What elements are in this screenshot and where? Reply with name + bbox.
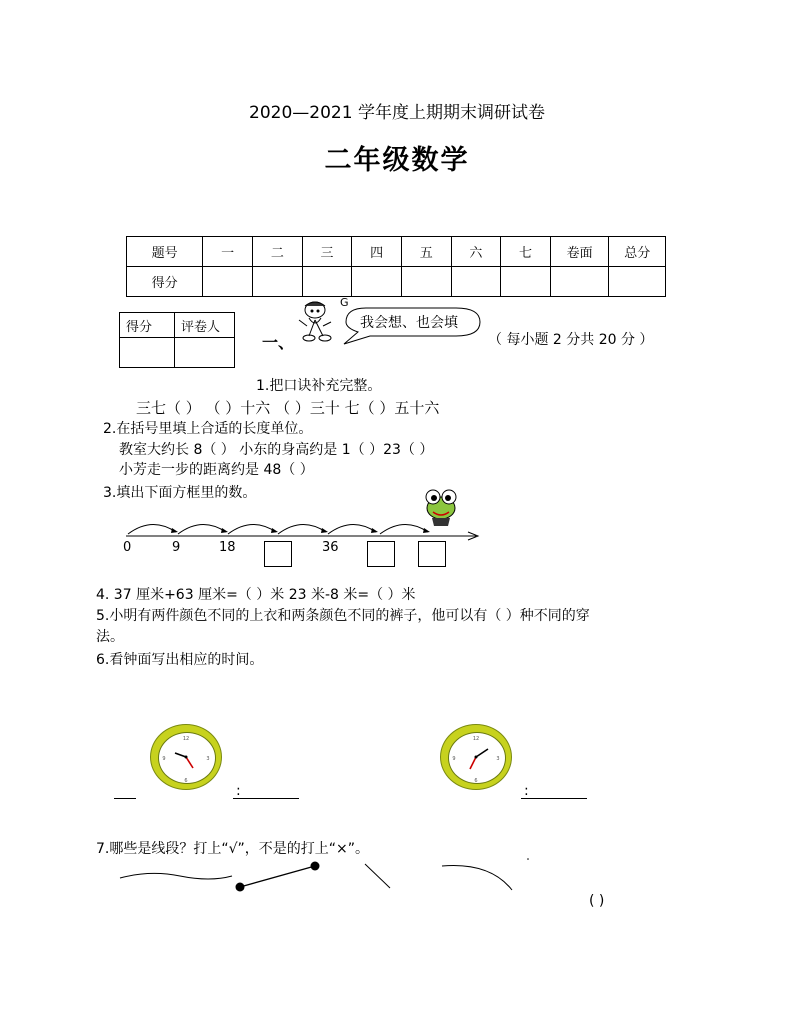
q4-line: 4. 37 厘米+63 厘米=（ ）米 23 米-8 米=（ ）米: [96, 587, 416, 603]
score-input-cell[interactable]: [609, 267, 666, 297]
time-answer-line[interactable]: [233, 798, 299, 799]
score-input-cell[interactable]: [401, 267, 451, 297]
score-table-cell: 一: [203, 237, 253, 267]
q2-line1: 教室大约长 8（ ） 小东的身高约是 1（ ）23（ ）: [119, 442, 434, 458]
score-input-cell[interactable]: [501, 267, 551, 297]
svg-text:3: 3: [496, 756, 500, 762]
grader-table: [119, 312, 235, 368]
score-table-cell: 总分: [609, 237, 666, 267]
arc-figure: [442, 866, 512, 891]
grader-score-cell[interactable]: [120, 338, 175, 368]
score-table-cell: 三: [302, 237, 352, 267]
q5-line2: 法。: [96, 629, 124, 645]
speech-bubble-text: 我会想、也会填: [360, 315, 458, 331]
curve-figure: [120, 873, 232, 879]
score-table-cell: 五: [401, 237, 451, 267]
q1-title: 1.把口诀补充完整。: [256, 378, 382, 394]
score-input-cell[interactable]: [302, 267, 352, 297]
score-table-cell: 四: [352, 237, 402, 267]
number-line-label: 36: [322, 540, 339, 555]
svg-text:9: 9: [162, 756, 166, 762]
score-input-cell[interactable]: [352, 267, 402, 297]
score-table: [126, 236, 666, 297]
grader-name-label: 评卷人: [175, 313, 235, 338]
score-table-header-row: [127, 237, 666, 267]
score-input-cell[interactable]: [203, 267, 253, 297]
answer-box[interactable]: [367, 541, 395, 567]
time-separator: :: [236, 783, 241, 799]
time-separator: :: [524, 783, 529, 799]
svg-text:6: 6: [184, 778, 188, 784]
time-answer-line[interactable]: [114, 798, 136, 799]
q7-answer-brackets[interactable]: ( ): [589, 893, 605, 909]
answer-box[interactable]: [264, 541, 292, 567]
q3-title: 3.填出下面方框里的数。: [103, 485, 257, 501]
score-table-cell: 得分: [127, 267, 203, 297]
number-line-label: 0: [123, 540, 132, 555]
q2-title: 2.在括号里填上合适的长度单位。: [103, 421, 313, 437]
ray-figure: [365, 864, 390, 888]
exam-title: 2020—2021 学年度上期期末调研试卷: [249, 103, 545, 123]
section-number: 一、: [262, 333, 295, 352]
svg-text:12: 12: [182, 736, 190, 742]
q2-line2: 小芳走一步的距离约是 48（ ）: [119, 462, 314, 478]
exam-subject: 二年级数学: [324, 145, 470, 176]
q5-line1: 5.小明有两件颜色不同的上衣和两条颜色不同的裤子，他可以有（ ）种不同的穿: [96, 608, 590, 624]
grader-score-label: 得分: [120, 313, 175, 338]
score-table-cell: 卷面: [550, 237, 609, 267]
score-table-cell: 六: [451, 237, 501, 267]
segment-figure: [240, 866, 315, 887]
score-input-cell[interactable]: [253, 267, 303, 297]
number-line-label: 18: [219, 540, 236, 555]
score-table-score-row: [127, 267, 666, 297]
answer-box[interactable]: [418, 541, 446, 567]
clock-icon: [440, 724, 512, 790]
score-table-cell: 题号: [127, 237, 203, 267]
svg-text:12: 12: [472, 736, 480, 742]
number-line-label: 9: [172, 540, 181, 555]
time-answer-line[interactable]: [521, 798, 587, 799]
q6-title: 6.看钟面写出相应的时间。: [96, 652, 264, 668]
svg-text:6: 6: [474, 778, 478, 784]
svg-text:9: 9: [452, 756, 456, 762]
grader-name-cell[interactable]: [175, 338, 235, 368]
q7-title: 7.哪些是线段？打上“√”，不是的打上“×”。: [96, 841, 370, 857]
mascot-badge: G: [340, 296, 349, 309]
score-input-cell[interactable]: [451, 267, 501, 297]
score-input-cell[interactable]: [550, 267, 609, 297]
svg-text:3: 3: [206, 756, 210, 762]
score-table-cell: 七: [501, 237, 551, 267]
score-table-cell: 二: [253, 237, 303, 267]
clock-icon: [150, 724, 222, 790]
q1-line: 三七（ ） （ ）十六 （ ）三十 七（ ）五十六: [136, 399, 440, 417]
section-points: （ 每小题 2 分共 20 分 ）: [488, 332, 654, 348]
q7-figures: [110, 856, 530, 896]
